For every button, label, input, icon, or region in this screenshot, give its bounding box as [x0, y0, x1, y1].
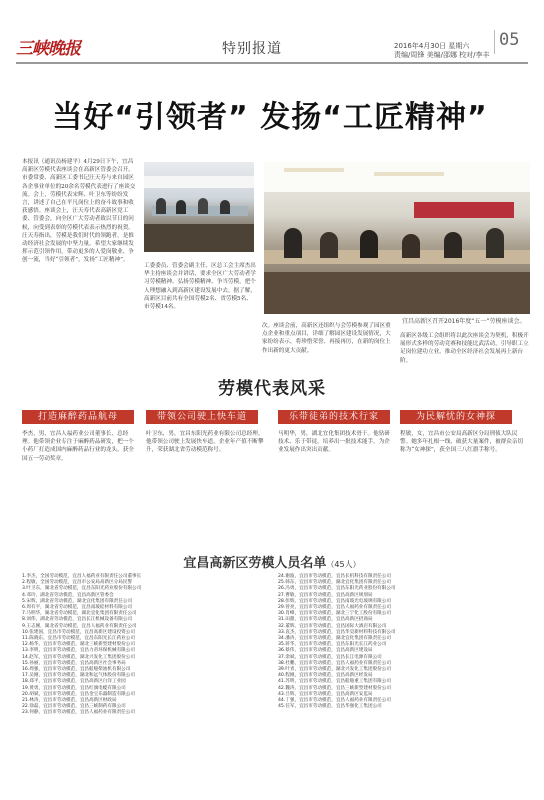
roster-entry: 42.魏涛，宜昌市劳动模范，宜昌三峡新型建材股份公司: [278, 685, 391, 691]
roster-entry: 45.任军，宜昌市劳动模范，宜昌华强化工集团公司: [278, 704, 382, 710]
roster-entry: 23.何静，宜昌市劳动模范，宜昌人福药业有限责任公司: [22, 710, 135, 716]
profile-text-3: 马明华，男，湖北宜化集团技术骨干。他钻研技术、乐于带徒，培养出一批技术能手，为企业发展作出突出贡献。: [278, 431, 390, 454]
article-headline: 当好“引领者” 发扬“工匠精神”: [52, 100, 488, 135]
roster-entry: 29.曾亮，宜昌市劳动模范，宜昌人福药业有限责任公司: [278, 605, 391, 611]
roster-entry: 39.叶青，宜昌市劳动模范，湖北兴发化工集团股份公司: [278, 667, 391, 673]
meeting-photo-large: [264, 162, 530, 314]
article-column-2: 工委委员、管委会副主任、区总工会主席杰出华主持座谈会并讲话，要求全区广大劳动者学习劳模精神、弘扬劳模精神、争当劳模，把个人理想融入到高新区建设发展中去。据了解，高新区目前共有全国劳模2名、省劳模5名、市劳模14名。: [144, 263, 256, 311]
meeting-photo-small: [144, 162, 254, 252]
section-title: 特别报道: [222, 41, 282, 57]
roster-entry: 22.徐磊，宜昌市劳动模范，宜昌三峡制药有限公司: [22, 704, 126, 710]
roster-title: [0, 552, 544, 571]
roster-entry: 2.程敏，全国劳动模范，宜昌市公安局高新区分局民警: [22, 580, 133, 586]
profile-tag-1: 打造麻醉药品航母: [22, 410, 134, 424]
page-number: 05: [494, 30, 530, 54]
roster-entry: 30.肖峰，宜昌市劳动模范，湖北三宁化工股份有限公司: [278, 611, 391, 617]
roster-entry: 18.郑平，宜昌市劳动模范，宜昌高新区白洋工业园: [22, 679, 126, 685]
roster-entry: 36.蔡伟，宜昌市劳动模范，宜昌高新区建设局: [278, 648, 373, 654]
roster-entry: 28.彭辉，宜昌市劳动模范，宜昌南玻光电玻璃有限公司: [278, 598, 391, 604]
roster-count: （45人）: [326, 560, 361, 569]
roster-entry: 9.王志刚，湖北省劳动模范，宜昌人福药业有限责任公司: [22, 623, 137, 629]
roster-title-text: 宜昌高新区劳模人员名单: [183, 556, 327, 571]
roster-entry: 20.胡斌，宜昌市劳动模范，宜昌金宝乐器制造有限公司: [22, 691, 135, 697]
roster-entry: 12.杨华，宜昌市劳动模范，湖北三峡新型建材股份公司: [22, 642, 135, 648]
article-column-3: 次。座谈会前，高新区还组织与会劳模参观了园区重点企业和重点项目，详细了解园区建设发展情况，大家纷纷表示，将珍惜荣誉、再接再厉，在新的岗位上作出新的更大贡献。: [262, 323, 391, 354]
subsection-title: 劳模代表风采: [218, 379, 326, 399]
roster-entry: 1.李杰，全国劳动模范，宜昌人福药业有限责任公司董事长: [22, 574, 142, 579]
roster-entry: 16.周强，宜昌市劳动模范，宜昌船舶柴油机有限公司: [22, 667, 131, 673]
masthead: [16, 28, 528, 72]
profile-tag-3: 乐带徒弟的技术行家: [278, 410, 390, 424]
roster-entry: 21.林涛，宜昌市劳动模范，宜昌高新区财政局: [22, 698, 117, 704]
roster-entry: 31.田甜，宜昌市劳动模范，宜昌高新区招商局: [278, 617, 373, 623]
roster-entry: 15.孙丽，宜昌市劳动模范，宜昌高新区社会事务局: [22, 660, 126, 666]
profile-text-2: 叶卫东，男，宜昌东阳光药业有限公司总经理。他带领公司驶上发展快车道，企业年产值不断攀升，荣获湖北省劳动模范称号。: [146, 431, 264, 454]
roster-entry: 37.余斌，宜昌市劳动模范，宜昌长江电源有限公司: [278, 654, 382, 660]
publish-date: 2016年4月30日 星期六: [394, 42, 470, 50]
roster-entry: 3.叶卫东，湖北省劳动模范，宜昌东阳光药业股份有限公司: [22, 586, 142, 592]
article-column-4: 高新区各级工会组织将以此次座谈会为契机，积极开展形式多样的劳动竞赛和技能比武活动，引导职工立足岗位建功立业，推动全区经济社会发展再上新台阶。: [400, 333, 529, 364]
roster-entry: 5.宋辉，湖北省劳动模范，湖北宜化集团有限责任公司: [22, 598, 133, 604]
date-info: [394, 42, 490, 60]
roster-entry: 34.潘涛，宜昌市劳动模范，湖北宜化集团有限责任公司: [278, 636, 391, 642]
roster-entry: 35.蒋华，宜昌市劳动模范，宜昌东阳光长江药业公司: [278, 642, 387, 648]
roster-entry: 8.刘伟，湖北省劳动模范，宜昌长江机械设备有限公司: [22, 617, 133, 623]
profile-tag-4: 为民解忧的女神探: [400, 410, 512, 424]
roster-entry: 11.陈晓东，宜昌市劳动模范，宜昌东阳光长江药业公司: [22, 636, 135, 642]
profile-text-1: 李杰，男，宜昌人福药业公司董事长、总经理。他带领企业专注于麻醉药品研发，把一个小药厂打造成国内麻醉药品行业的龙头，获全国五一劳动奖章。: [22, 431, 134, 462]
roster-left-column: [22, 574, 262, 717]
editor-credits: 责编/周锋 美编/邵娜 校对/李丰: [394, 51, 490, 59]
photo-caption: 宜昌高新区召开2016年度“五一”劳模座谈会。: [402, 318, 526, 325]
roster-entry: 38.杜鹏，宜昌市劳动模范，宜昌人福药业有限责任公司: [278, 660, 391, 666]
roster-right-column: [278, 574, 518, 710]
roster-entry: 27.曹敏，宜昌市劳动模范，宜昌高新区规划局: [278, 592, 373, 598]
profile-tag-2: 带领公司驶上快车道: [146, 410, 258, 424]
roster-entry: 26.冯勇，宜昌市劳动模范，宜昌东阳光药业股份有限公司: [278, 586, 396, 592]
roster-entry: 24.谢波，宜昌市劳动模范，宜昌长机科技有限责任公司: [278, 574, 391, 579]
roster-entry: 33.袁杰，宜昌市劳动模范，宜昌华昊新材料科技有限公司: [278, 629, 396, 635]
roster-entry: 14.赵军，宜昌市劳动模范，湖北兴发化工集团股份公司: [22, 654, 135, 660]
header-rule: [16, 62, 528, 64]
profile-text-4: 程敏，女，宜昌市公安局高新区分局刑侦大队民警。她多年扎根一线，破获大量案件，被群众亲切称为“女神探”，获全国三八红旗手称号。: [400, 431, 524, 454]
roster-entry: 10.张建国，宜昌市劳动模范，宜昌高新区建设投资公司: [22, 629, 135, 635]
roster-entry: 32.董辉，宜昌市劳动模范，宜昌国际大酒店有限公司: [278, 623, 387, 629]
roster-entry: 19.黄勇，宜昌市劳动模范，宜昌红旗电缆有限公司: [22, 685, 126, 691]
roster-entry: 40.程刚，宜昌市劳动模范，宜昌高新区经发局: [278, 673, 373, 679]
roster-entry: 43.吕辉，宜昌市劳动模范，宜昌高新区安监局: [278, 691, 373, 697]
roster-entry: 7.马明华，湖北省劳动模范，湖北宜化集团有限责任公司: [22, 611, 137, 617]
roster-entry: 17.吴刚，宜昌市劳动模范，湖北和远气体股份有限公司: [22, 673, 135, 679]
roster-entry: 4.邓玲，湖北省劳动模范，宜昌高新区管委会: [22, 592, 114, 598]
newspaper-logo: 三峡晚报: [16, 39, 80, 59]
roster-entry: 6.周有平，湖北省劳动模范，宜昌南玻硅材料有限公司: [22, 605, 133, 611]
roster-entry: 41.苏明，宜昌市劳动模范，宜昌船舶重工集团有限公司: [278, 679, 391, 685]
roster-entry: 13.李明，宜昌市劳动模范，宜昌力帝环保机械有限公司: [22, 648, 135, 654]
article-column-1: 本报讯（通讯员杨建平）4月29日下午，宜昌高新区劳模代表座谈会在高新区管委会召开。市委常委、高新区工委书记汪天寿与来自园区各企事业单位的20余名劳模代表进行了座谈交流。会上，劳模代表宋辉、叶卫东等纷纷发言，讲述了自己在平凡岗位上的奋斗故事和收获感悟。座谈会上，汪天寿代表高新区党工委、管委会，向全区广大劳动者致以节日的问候，向受到表彰的劳模代表表示热烈的祝贺。汪天寿指出，劳模是我们时代的领跑者，是推动经济社会发展的中坚力量。希望大家继续发挥示范引领作用，带动更多的人爱岗敬业、争创一流，当好“引领者”，发扬“工匠精神”。: [22, 159, 136, 264]
roster-entry: 25.韩东，宜昌市劳动模范，湖北宜化集团有限责任公司: [278, 580, 391, 586]
roster-entry: 44.丁强，宜昌市劳动模范，宜昌人福药业有限责任公司: [278, 698, 391, 704]
